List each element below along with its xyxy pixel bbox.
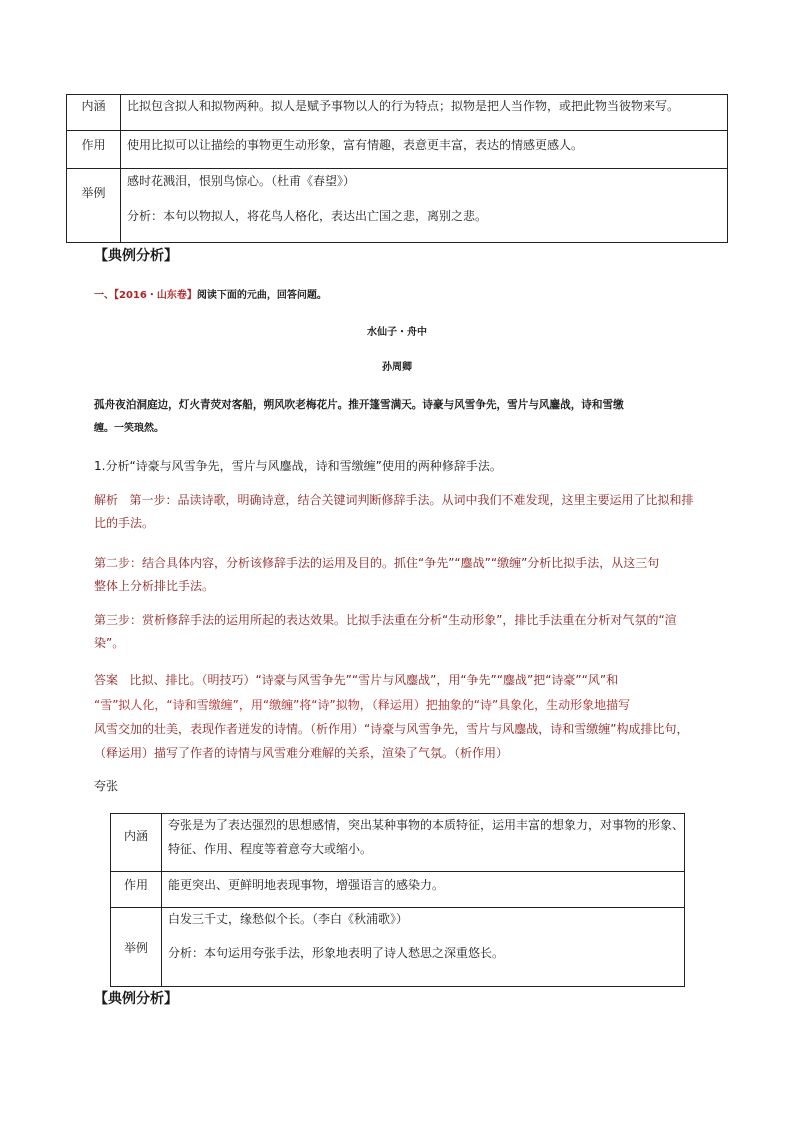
analysis-step3-cont: 染”。 [94,636,125,650]
analysis-label: 解析 [94,493,119,507]
poem-title: 水仙子・舟中 [367,327,427,338]
table-row [111,872,685,908]
analysis-step1: 解析 第一步：品读诗歌，明确诗意，结合关键词判断修辞手法。从词中我们不难发现，这里主要运用了比拟和排 [94,493,694,507]
row-label-function: 作用 [111,872,162,908]
personification-table [66,94,728,243]
row-content-connotation: 比拟包含拟人和拟物两种。拟人是赋予事物以人的行为特点；拟物是把人当作物，或把此物当彼物来写。 [121,95,728,131]
row-label-function: 作用 [67,131,121,169]
row-label-connotation: 内涵 [67,95,121,131]
poem-line: 孤舟夜泊洞庭边，灯火青荧对客船，朔风吹老梅花片。推开篷雪满天。诗豪与风雪争先，雪片与风鏖战，诗和雪缴 [94,399,624,411]
row-content-function: 能更突出、更鲜明地表现事物，增强语言的感染力。 [161,872,684,908]
row-content-connotation: 夸张是为了表达强烈的思想感情，突出某种事物的本质特征，运用丰富的想象力，对事物的形象、 特征、作用、程度等着意夸大或缩小。 [161,814,684,872]
question-1: 1.分析“诗豪与风雪争先，雪片与风鏖战，诗和雪缴缠”使用的两种修辞手法。 [94,459,502,473]
answer-line: 风雪交加的壮美，表现作者迸发的诗情。（析作用）“诗豪与风雪争先，雪片与风鏖战，诗和雪缴缠”构成排比句， [94,722,689,736]
section-heading: 【典例分析】 [94,991,178,1007]
question-instruction: 阅读下面的元曲，回答问题。 [196,290,327,301]
table-row [111,908,685,987]
answer-line: “雪”拟人化，“诗和雪缴缠”，用“缴缠”将“诗”拟物，（释运用）把抽象的“诗”具象化，生动形象地描写 [94,698,631,712]
table-row [67,169,728,243]
row-label-example: 举例 [111,908,162,987]
subtitle-exaggeration: 夸张 [94,779,119,793]
question-source: 【2016・山东卷】 [114,290,197,301]
poem-line: 缠。一笑琅然。 [94,423,164,434]
row-content-example: 感时花溅泪，恨别鸟惊心。（杜甫《春望》） 分析：本句以物拟人，将花鸟人格化，表达出亡国之悲，离别之悲。 [121,169,728,243]
exaggeration-table [110,813,685,987]
table-row [67,95,728,131]
answer-line: 答案 比拟、排比。（明技巧）“诗豪与风雪争先”“雪片与风鏖战”，用“争先”“鏖战”把“诗豪”“风”和 [94,673,619,687]
question-header [94,286,327,301]
analysis-step2: 第二步：结合具体内容，分析该修辞手法的运用及目的。抓住“争先”“鏖战”“缴缠”分析比拟手法，从这三句 [94,556,660,570]
analysis-step1-cont: 比的手法。 [94,516,155,530]
row-content-example: 白发三千丈，缘愁似个长。（李白《秋浦歌》） 分析：本句运用夸张手法，形象地表明了诗人愁思之深重悠长。 [161,908,684,987]
poem-author: 孙周卿 [382,362,412,373]
analysis-step2-cont: 整体上分析排比手法。 [94,579,215,593]
question-number: 一、 [94,290,114,301]
row-content-function: 使用比拟可以让描绘的事物更生动形象，富有情趣，表意更丰富，表达的情感更感人。 [121,131,728,169]
answer-label: 答案 [94,673,119,687]
table-row [111,814,685,872]
analysis-step3: 第三步：赏析修辞手法的运用所起的表达效果。比拟手法重在分析“生动形象”，排比手法重在分析对气氛的“渲 [94,613,677,627]
section-heading: 【典例分析】 [94,248,178,264]
row-label-connotation: 内涵 [111,814,162,872]
row-label-example: 举例 [67,169,121,243]
answer-line: （释运用）描写了作者的诗情与风雪难分难解的关系，渲染了气氛。（析作用） [94,746,509,760]
table-row [67,131,728,169]
